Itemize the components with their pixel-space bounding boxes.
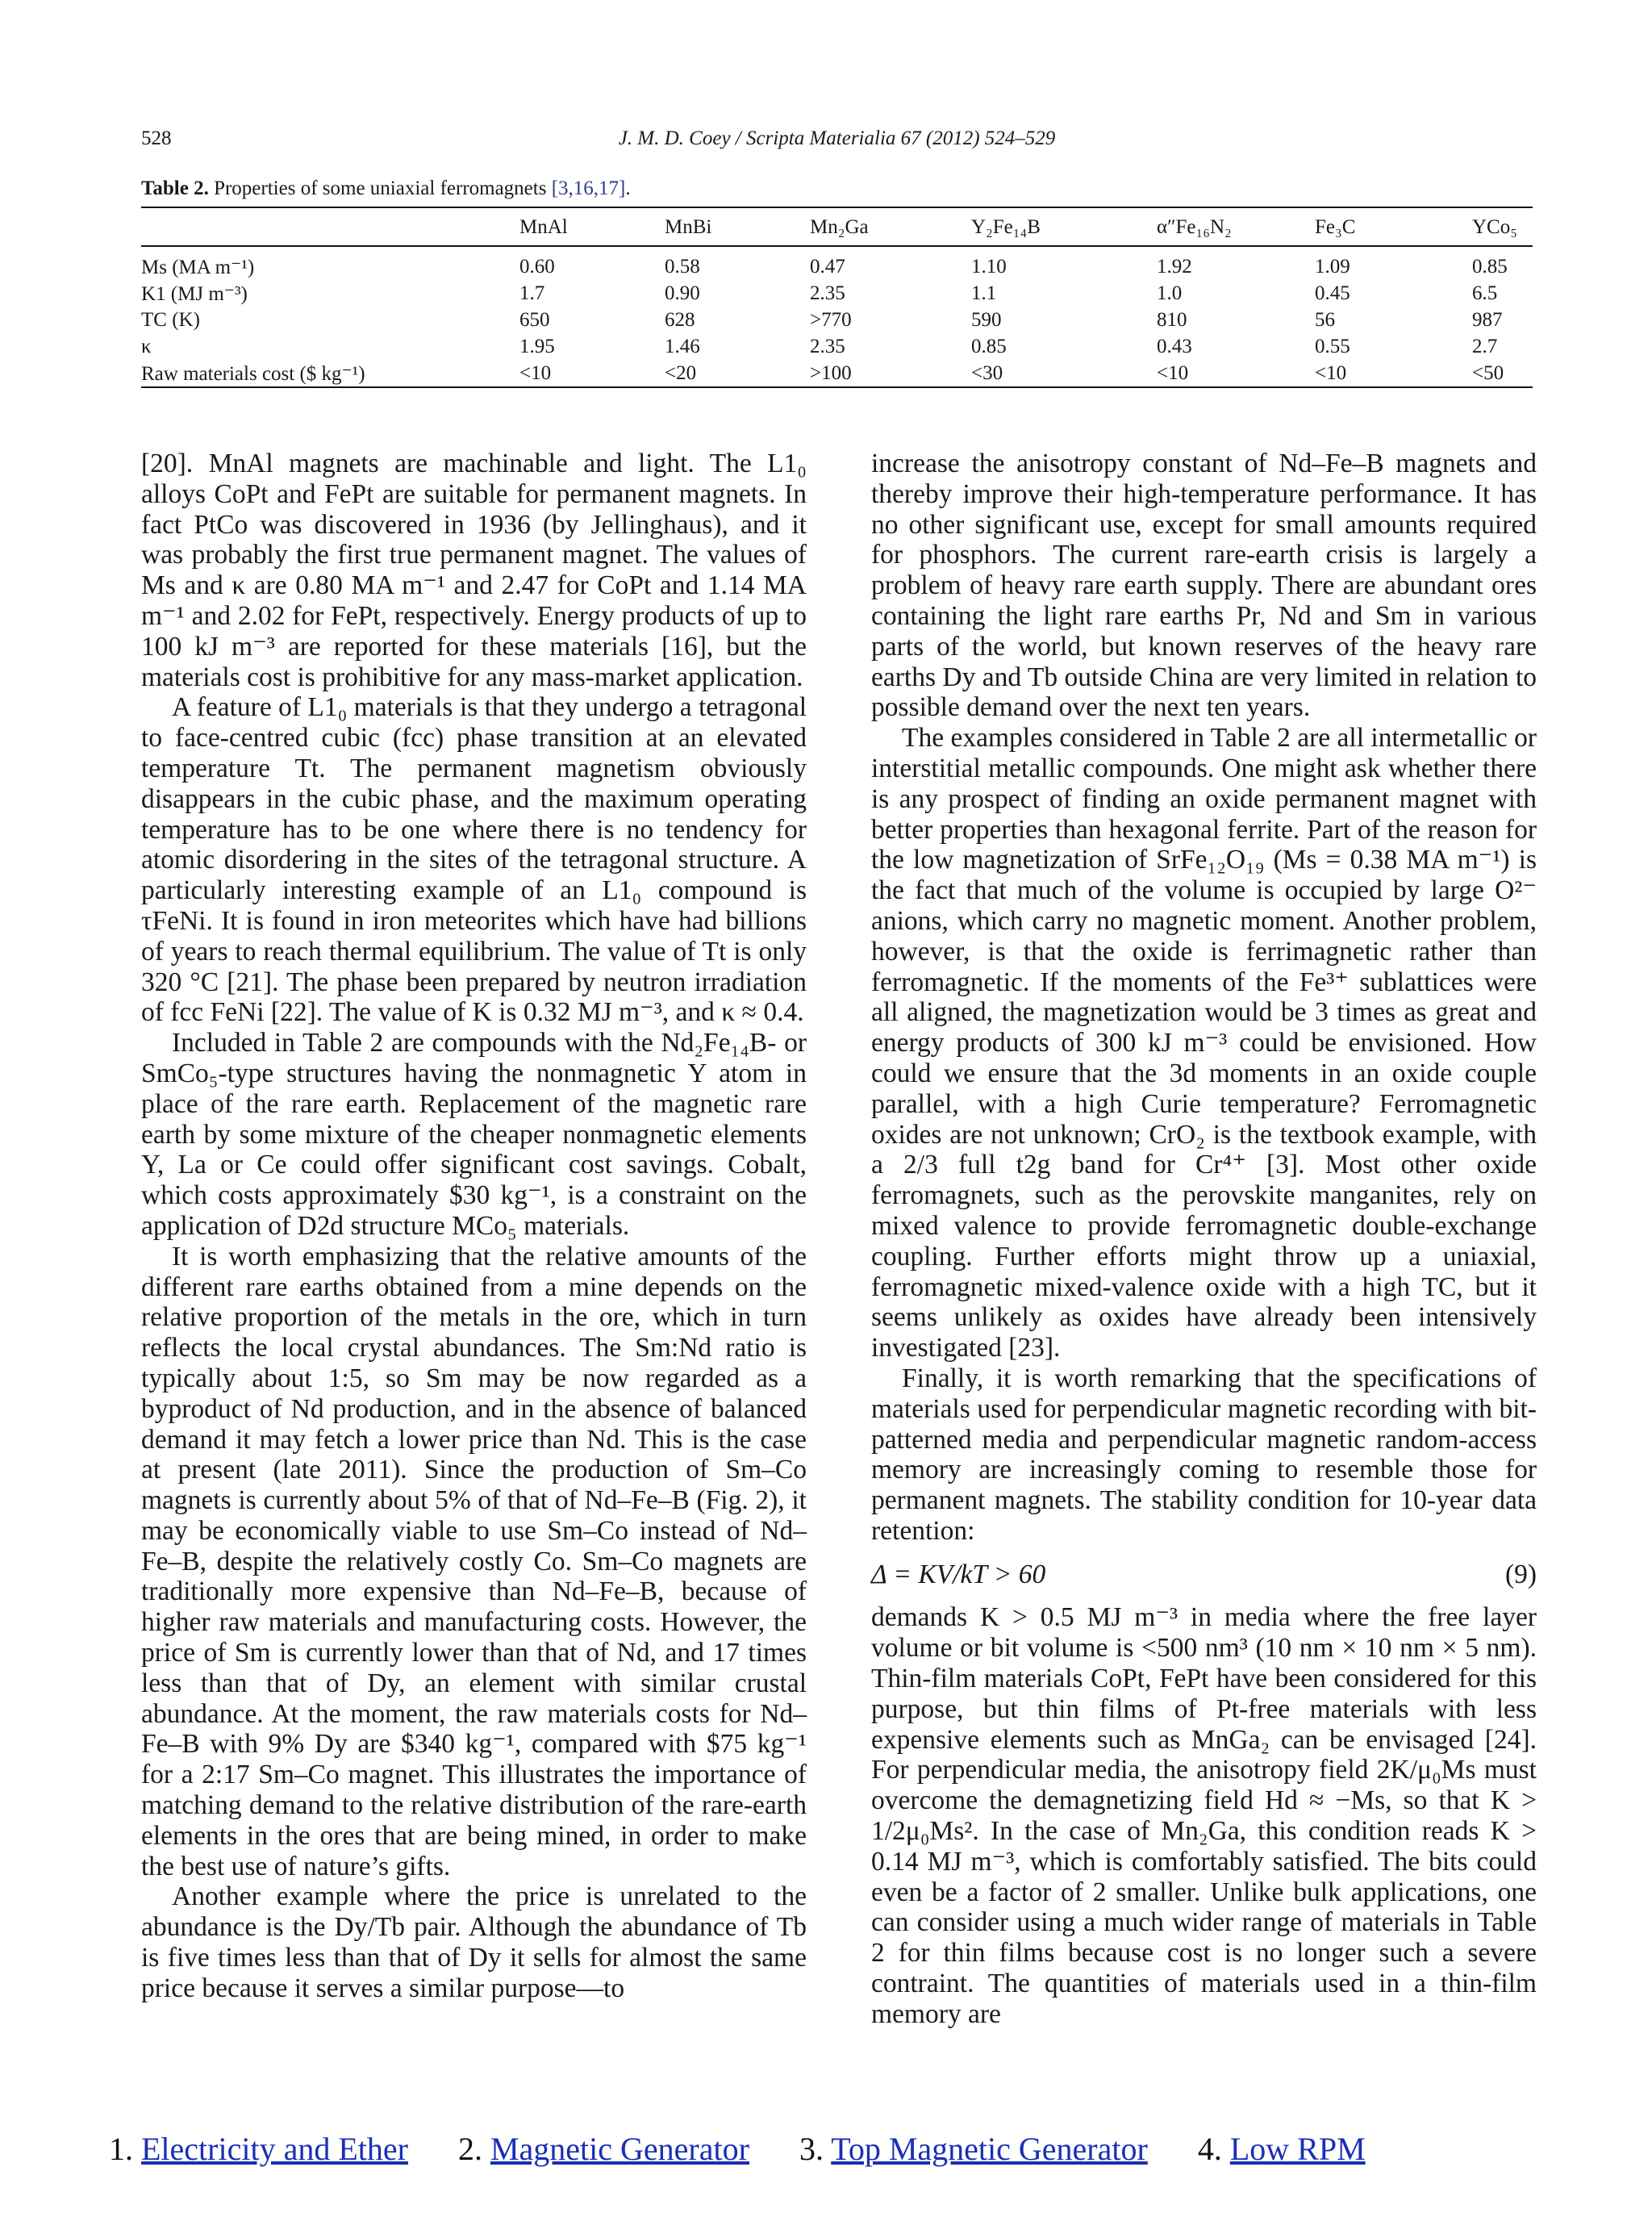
table-cell: 987	[1472, 308, 1503, 331]
table-cell: 6.5	[1472, 282, 1498, 304]
table-header-cell: α″Fe₁₆N₂	[1157, 216, 1232, 238]
table-cell: <10	[1157, 361, 1189, 384]
table-cell: <50	[1472, 361, 1504, 384]
related-link[interactable]: Electricity and Ether	[141, 2131, 408, 2167]
table-cell: 2.35	[810, 335, 845, 357]
table-cell: >770	[810, 308, 852, 331]
related-link-item	[458, 2131, 749, 2167]
table-row	[141, 307, 1533, 333]
paragraph: Another example where the price is unrelated to the abundance is the Dy/Tb pair. Although the abundance of Tb is five times less than that of Dy it sells for almost the same price because it serves a similar purpose—to	[141, 1881, 807, 2003]
table-cell: >100	[810, 361, 852, 384]
paragraph: A feature of L1₀ materials is that they undergo a tetragonal to face-centred cubic (fcc) phase transition at an elevated temperature Tt. The permanent magnetism obviously disappears in the cubic phase, and the maximum operating temperature has to be one where there is no tendency for atomic disordering in the sites of the tetragonal structure. A particularly interesting example of an L1₀ compound is τFeNi. It is found in iron meteorites which have had billions of years to reach thermal equilibrium. The value of Tt is only 320 °C [21]. The phase been prepared by neutron irradiation of fcc FeNi [22]. The value of K is 0.32 MJ m⁻³, and κ ≈ 0.4.	[141, 692, 807, 1028]
paragraph: Included in Table 2 are compounds with the Nd₂Fe₁₄B- or SmCo₅-type structures having the nonmagnetic Y atom in place of the rare earth. Replacement of the magnetic rare earth by some mixture of the cheaper nonmagnetic elements Y, La or Ce could offer significant cost savings. Cobalt, which costs approximately $30 kg⁻¹, is a constraint on the application of D2d structure MCo₅ materials.	[141, 1028, 807, 1241]
table-row	[141, 360, 1533, 387]
table-row	[141, 280, 1533, 307]
properties-table	[141, 207, 1533, 388]
table-row	[141, 246, 1533, 280]
table-cell: κ	[141, 335, 152, 357]
table-cell: 1.92	[1157, 255, 1192, 278]
table-cell: 1.7	[519, 282, 545, 304]
table-cell: 628	[665, 308, 695, 331]
right-text-column	[871, 449, 1537, 2030]
table-header-cell: MnAl	[519, 216, 568, 238]
table-cell: <30	[971, 361, 1003, 384]
table-cell: 2.35	[810, 282, 845, 304]
table-cell: Ms (MA m⁻¹)	[141, 256, 255, 278]
table-caption: Table 2. Properties of some uniaxial ferromagnets [3,16,17].	[141, 177, 631, 199]
table-cell: 0.90	[665, 282, 700, 304]
table-cell: 1.0	[1157, 282, 1183, 304]
table-cell: 2.7	[1472, 335, 1498, 357]
related-link-number: 2.	[457, 2131, 482, 2167]
table-cell: 0.85	[1472, 255, 1508, 278]
table-row	[141, 333, 1533, 360]
table-cell: 0.60	[519, 255, 555, 278]
table-cell: 1.10	[971, 255, 1007, 278]
table-header-cell: Fe₃C	[1315, 216, 1356, 238]
paragraph: increase the anisotropy constant of Nd–Fe–B magnets and thereby improve their high-temperature performance. It has no other significant use, except for small amounts required for phosphors. The current rare-earth crisis is largely a problem of heavy rare earth supply. There are abundant ores containing the light rare earths Pr, Nd and Sm in various parts of the world, but known reserves of the heavy rare earths Dy and Tb outside China are very limited in relation to possible demand over the next ten years.	[871, 449, 1537, 723]
table-cell: 1.46	[665, 335, 700, 357]
table-header-row	[141, 207, 1533, 246]
equation	[871, 1560, 1537, 1590]
table-cell: 0.55	[1315, 335, 1350, 357]
table-cell: 56	[1315, 308, 1335, 331]
table-label: Table 2.	[141, 177, 209, 199]
table-cell: 0.47	[810, 255, 845, 278]
related-link-number: 4.	[1197, 2131, 1222, 2167]
related-link-item	[1198, 2131, 1366, 2167]
paragraph: It is worth emphasizing that the relative amounts of the different rare earths obtained from a mine depends on the relative proportion of the metals in the ore, which in turn reflects the local crystal abundances. The Sm:Nd ratio is typically about 1:5, so Sm may be now regarded as a byproduct of Nd production, and in the absence of balanced demand it may fetch a lower price than Nd. This is the case at present (late 2011). Since the production of Sm–Co magnets is currently about 5% of that of Nd–Fe–B (Fig. 2), it may be economically viable to use Sm–Co instead of Nd–Fe–B, despite the relatively costly Co. Sm–Co magnets are traditionally more expensive than Nd–Fe–B, because of higher raw materials and manufacturing costs. However, the price of Sm is currently lower than that of Nd, and 17 times less than that of Dy, an element with similar crustal abundance. At the moment, the raw materials costs for Nd–Fe–B with 9% Dy are $340 kg⁻¹, compared with $75 kg⁻¹ for a 2:17 Sm–Co magnet. This illustrates the importance of matching demand to the relative distribution of the rare-earth elements in the ores that are being mined, in order to make the best use of nature’s gifts.	[141, 1241, 807, 1881]
left-text-column	[141, 449, 807, 2004]
table-caption-text: Properties of some uniaxial ferromagnets	[214, 177, 547, 199]
related-link[interactable]: Magnetic Generator	[490, 2131, 749, 2167]
paragraph: [20]. MnAl magnets are machinable and light. The L1₀ alloys CoPt and FePt are suitable for permanent magnets. In fact PtCo was discovered in 1936 (by Jellinghaus), and it was probably the first true permanent magnet. The values of Ms and κ are 0.80 MA m⁻¹ and 2.47 for CoPt and 1.14 MA m⁻¹ and 2.02 for FePt, respectively. Energy products of up to 100 kJ m⁻³ are reported for these materials [16], but the materials cost is prohibitive for any mass-market application.	[141, 449, 807, 692]
equation-text: Δ = KV/kT > 60	[871, 1559, 1046, 1589]
related-link[interactable]: Top Magnetic Generator	[831, 2131, 1148, 2167]
table-header-cell	[141, 207, 519, 246]
related-link-number: 1.	[109, 2131, 133, 2167]
related-link[interactable]: Low RPM	[1229, 2131, 1366, 2167]
table-cell: 0.85	[971, 335, 1007, 357]
table-cell: 1.1	[971, 282, 997, 304]
journal-citation: J. M. D. Coey / Scripta Materialia 67 (2012) 524–529	[618, 127, 1056, 149]
table-cell: 0.45	[1315, 282, 1350, 304]
table-cell: 0.58	[665, 255, 700, 278]
related-link-item	[109, 2131, 408, 2167]
paragraph: The examples considered in Table 2 are all intermetallic or interstitial metallic compounds. One might ask whether there is any prospect of finding an oxide permanent magnet with better properties than hexagonal ferrite. Part of the reason for the low magnetization of SrFe₁₂O₁₉ (Ms = 0.38 MA m⁻¹) is the fact that much of the volume is occupied by large O²⁻ anions, which carry no magnetic moment. Another problem, however, is that the oxide is ferrimagnetic rather than ferromagnetic. If the moments of the Fe³⁺ sublattices were all aligned, the magnetization would be 3 times as great and energy products of 300 kJ m⁻³ could be envisioned. How could we ensure that the 3d moments in an oxide couple parallel, with a high Curie temperature? Ferromagnetic oxides are not unknown; CrO₂ is the textbook example, with a 2/3 full t2g band for Cr⁴⁺ [3]. Most other oxide ferromagnets, such as the perovskite manganites, rely on mixed valence to provide ferromagnetic double-exchange coupling. Further efforts might throw up a uniaxial, ferromagnetic mixed-valence oxide with a high TC, but it seems unlikely as oxides have already been intensively investigated [23].	[871, 723, 1537, 1363]
table-cell: 650	[519, 308, 550, 331]
table-header-cell: MnBi	[665, 216, 712, 238]
table-header-cell: Mn₂Ga	[810, 216, 869, 238]
table-cell: TC (K)	[141, 308, 200, 331]
table-cell: 810	[1157, 308, 1187, 331]
page-header	[141, 127, 1533, 160]
paragraph: Finally, it is worth remarking that the specifications of materials used for perpendicular magnetic recording with bit-patterned media and perpendicular magnetic random-access memory are increasingly coming to resemble those for permanent magnets. The stability condition for 10-year data retention:	[871, 1363, 1537, 1546]
table-cell: <20	[665, 361, 697, 384]
table-caption-refs: [3,16,17]	[551, 177, 626, 199]
related-link-item	[799, 2131, 1148, 2167]
table-cell: <10	[519, 361, 552, 384]
related-link-number: 3.	[799, 2131, 824, 2167]
table-cell: 0.43	[1157, 335, 1192, 357]
table-cell: 1.09	[1315, 255, 1350, 278]
table-cell: 1.95	[519, 335, 555, 357]
table-cell: <10	[1315, 361, 1347, 384]
table-header-cell: Y₂Fe₁₄B	[971, 216, 1041, 238]
table-cell: K1 (MJ m⁻³)	[141, 282, 248, 305]
table-header-cell: YCo₅	[1472, 216, 1517, 238]
equation-number: (9)	[1504, 1559, 1537, 1589]
related-links-bar	[109, 2130, 1545, 2168]
table-cell: 590	[971, 308, 1002, 331]
table-cell: Raw materials cost ($ kg⁻¹)	[141, 362, 365, 385]
page-number: 528	[141, 127, 172, 149]
paragraph: demands K > 0.5 MJ m⁻³ in media where the free layer volume or bit volume is <500 nm³ (10 nm × 10 nm × 5 nm). Thin-film materials CoPt, FePt have been considered for this purpose, but thin films of Pt-free materials with less expensive elements such as MnGa₂ can be envisaged [24]. For perpendicular media, the anisotropy field 2K/μ₀Ms must overcome the demagnetizing field Hd ≈ −Ms, so that K > 1/2μ₀Ms². In the case of Mn₂Ga, this condition reads K > 0.14 MJ m⁻³, which is comfortably satisfied. The bits could even be a factor of 2 smaller. Unlike bulk applications, one can consider using a much wider range of materials in Table 2 for thin films because cost is no longer such a severe contraint. The quantities of materials used in a thin-film memory are	[871, 1602, 1537, 2029]
